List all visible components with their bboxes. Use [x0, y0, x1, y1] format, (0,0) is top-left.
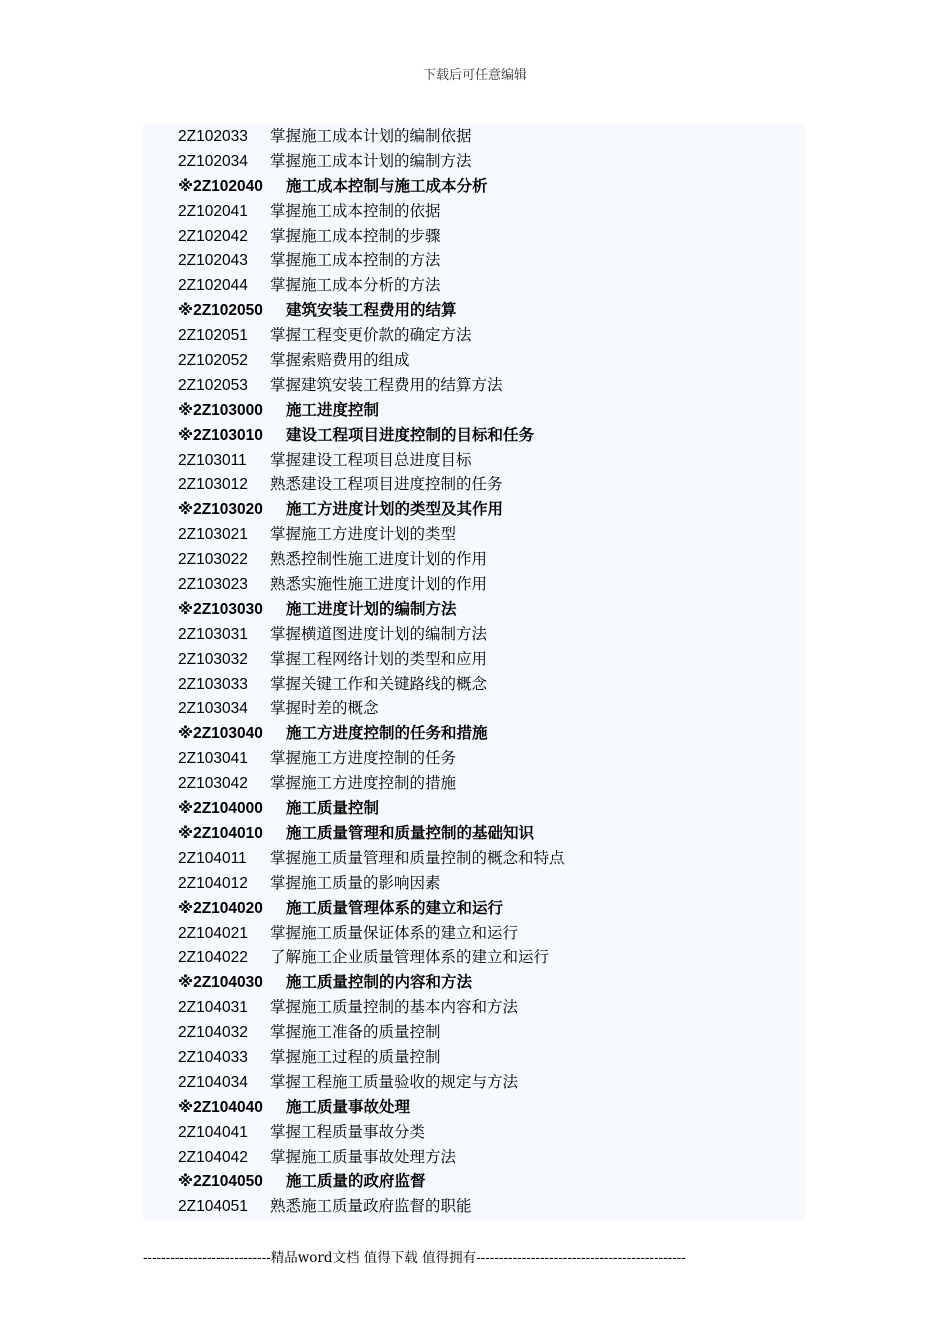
outline-item — [178, 348, 565, 373]
item-code: ※2Z104030 — [178, 974, 263, 992]
item-title: 施工进度控制 — [286, 400, 380, 419]
outline-item — [178, 945, 565, 970]
item-title: 掌握施工质量管理和质量控制的概念和特点 — [270, 848, 565, 867]
item-title: 施工质量的政府监督 — [286, 1172, 426, 1191]
section-heading — [178, 1169, 565, 1194]
item-code: 2Z102044 — [178, 277, 248, 295]
item-code: 2Z103011 — [178, 451, 247, 469]
item-title: 了解施工企业质量管理体系的建立和运行 — [270, 948, 550, 967]
item-code: 2Z103021 — [178, 526, 248, 544]
item-title: 掌握工程网络计划的类型和应用 — [270, 649, 488, 668]
item-code: 2Z103031 — [178, 625, 248, 643]
item-title: 掌握关键工作和关键路线的概念 — [270, 674, 488, 693]
item-title: 掌握施工成本控制的方法 — [270, 251, 441, 270]
item-title: 施工质量控制的内容和方法 — [286, 973, 473, 992]
item-code: 2Z102034 — [178, 152, 248, 170]
item-code: 2Z103033 — [178, 675, 248, 693]
item-code: 2Z103041 — [178, 750, 248, 768]
section-heading — [178, 896, 565, 921]
item-code: 2Z104042 — [178, 1148, 248, 1166]
outline-item — [178, 248, 565, 273]
outline-item — [178, 199, 565, 224]
outline-item — [178, 1145, 565, 1170]
item-title: 熟悉建设工程项目进度控制的任务 — [270, 475, 503, 494]
item-code: ※2Z104010 — [178, 824, 263, 842]
item-title: 掌握施工质量的影响因素 — [270, 873, 441, 892]
item-title: 施工进度计划的编制方法 — [286, 599, 457, 618]
outline-item — [178, 622, 565, 647]
item-title: 施工质量管理体系的建立和运行 — [286, 898, 504, 917]
outline-item — [178, 871, 565, 896]
outline-item — [178, 547, 565, 572]
item-code: 2Z104031 — [178, 999, 248, 1017]
item-title: 掌握施工质量事故处理方法 — [270, 1147, 457, 1166]
outline-item — [178, 373, 565, 398]
outline-item — [178, 1020, 565, 1045]
item-code: ※2Z103010 — [178, 426, 263, 444]
section-heading — [178, 174, 565, 199]
outline-item — [178, 1045, 565, 1070]
page-footer: ----------------------------精品word文档 值得下载 值得拥有---------------------------------------------- — [143, 1250, 686, 1266]
outline-item — [178, 224, 565, 249]
item-code: ※2Z104000 — [178, 800, 263, 818]
outline-item — [178, 771, 565, 796]
item-code: ※2Z103000 — [178, 401, 263, 419]
item-code: ※2Z102040 — [178, 177, 263, 195]
section-heading — [178, 1095, 565, 1120]
item-title: 掌握工程施工质量验收的规定与方法 — [270, 1072, 519, 1091]
item-title: 施工成本控制与施工成本分析 — [286, 176, 488, 195]
item-title: 掌握施工成本控制的步骤 — [270, 226, 441, 245]
outline-item — [178, 273, 565, 298]
item-code: ※2Z104050 — [178, 1173, 263, 1191]
item-title: 掌握横道图进度计划的编制方法 — [270, 624, 488, 643]
item-title: 掌握施工过程的质量控制 — [270, 1047, 441, 1066]
outline-item — [178, 472, 565, 497]
item-code: 2Z104022 — [178, 949, 248, 967]
item-code: 2Z102033 — [178, 128, 248, 145]
outline-item — [178, 448, 565, 473]
item-code: 2Z102042 — [178, 227, 248, 245]
item-title: 熟悉实施性施工进度计划的作用 — [270, 575, 488, 594]
section-heading — [178, 497, 565, 522]
item-title: 施工质量控制 — [286, 799, 380, 818]
item-code: 2Z104033 — [178, 1048, 248, 1066]
outline-item — [178, 124, 565, 149]
item-code: 2Z104011 — [178, 849, 247, 867]
item-title: 掌握施工成本分析的方法 — [270, 276, 441, 295]
outline-item — [178, 995, 565, 1020]
section-heading — [178, 721, 565, 746]
outline-item — [178, 522, 565, 547]
item-title: 熟悉施工质量政府监督的职能 — [270, 1197, 472, 1216]
item-title: 掌握工程质量事故分类 — [270, 1122, 426, 1141]
outline-item — [178, 921, 565, 946]
item-title: 掌握索赔费用的组成 — [270, 351, 410, 370]
item-code: 2Z104012 — [178, 874, 248, 892]
item-title: 掌握施工成本计划的编制方法 — [270, 151, 472, 170]
item-code: 2Z103012 — [178, 476, 248, 494]
section-heading — [178, 423, 565, 448]
item-title: 施工方进度计划的类型及其作用 — [286, 500, 504, 519]
item-title: 掌握施工成本计划的编制依据 — [270, 127, 472, 145]
section-heading — [178, 796, 565, 821]
item-code: 2Z103042 — [178, 775, 248, 793]
item-code: ※2Z103030 — [178, 600, 263, 618]
item-title: 掌握建筑安装工程费用的结算方法 — [270, 375, 503, 394]
section-heading — [178, 821, 565, 846]
item-code: 2Z103034 — [178, 700, 248, 718]
item-title: 掌握时差的概念 — [270, 699, 379, 718]
item-code: ※2Z104040 — [178, 1098, 263, 1116]
page-header: 下载后可任意编辑 — [422, 68, 527, 83]
outline-item — [178, 846, 565, 871]
item-title: 掌握工程变更价款的确定方法 — [270, 326, 472, 345]
item-code: 2Z104041 — [178, 1123, 248, 1141]
section-heading — [178, 970, 565, 995]
outline-item — [178, 149, 565, 174]
item-code: 2Z102041 — [178, 202, 248, 220]
item-code: 2Z102043 — [178, 252, 248, 270]
outline-list — [178, 124, 565, 1219]
section-heading — [178, 597, 565, 622]
item-title: 掌握建设工程项目总进度目标 — [270, 450, 472, 469]
item-title: 掌握施工质量保证体系的建立和运行 — [270, 923, 519, 942]
section-heading — [178, 398, 565, 423]
item-code: 2Z104021 — [178, 924, 248, 942]
outline-item — [178, 746, 565, 771]
outline-item — [178, 572, 565, 597]
item-title: 掌握施工方进度控制的措施 — [270, 774, 457, 793]
outline-item — [178, 1120, 565, 1145]
item-code: 2Z104051 — [178, 1198, 248, 1216]
outline-item — [178, 323, 565, 348]
item-title: 熟悉控制性施工进度计划的作用 — [270, 550, 488, 569]
section-heading — [178, 298, 565, 323]
item-title: 掌握施工方进度控制的任务 — [270, 749, 457, 768]
item-code: ※2Z102050 — [178, 302, 263, 320]
item-code: 2Z103022 — [178, 551, 248, 569]
item-code: 2Z102052 — [178, 352, 248, 370]
outline-item — [178, 672, 565, 697]
item-title: 掌握施工方进度计划的类型 — [270, 525, 457, 544]
item-code: 2Z104034 — [178, 1073, 248, 1091]
item-code: ※2Z103040 — [178, 725, 263, 743]
item-code: ※2Z104020 — [178, 899, 263, 917]
item-title: 掌握施工成本控制的依据 — [270, 201, 441, 220]
outline-item — [178, 647, 565, 672]
item-code: 2Z102051 — [178, 327, 248, 345]
item-code: 2Z102053 — [178, 376, 248, 394]
item-title: 掌握施工准备的质量控制 — [270, 1023, 441, 1042]
item-code: 2Z103032 — [178, 650, 248, 668]
outline-item — [178, 1070, 565, 1095]
item-code: 2Z103023 — [178, 576, 248, 594]
outline-block — [143, 124, 806, 1220]
outline-item — [178, 696, 565, 721]
outline-item — [178, 1194, 565, 1219]
item-code: ※2Z103020 — [178, 501, 263, 519]
item-title: 建筑安装工程费用的结算 — [286, 301, 457, 320]
item-title: 建设工程项目进度控制的目标和任务 — [286, 425, 535, 444]
item-title: 掌握施工质量控制的基本内容和方法 — [270, 998, 519, 1017]
item-title: 施工质量事故处理 — [286, 1097, 411, 1116]
item-title: 施工质量管理和质量控制的基础知识 — [286, 823, 535, 842]
item-code: 2Z104032 — [178, 1024, 248, 1042]
item-title: 施工方进度控制的任务和措施 — [286, 724, 488, 743]
